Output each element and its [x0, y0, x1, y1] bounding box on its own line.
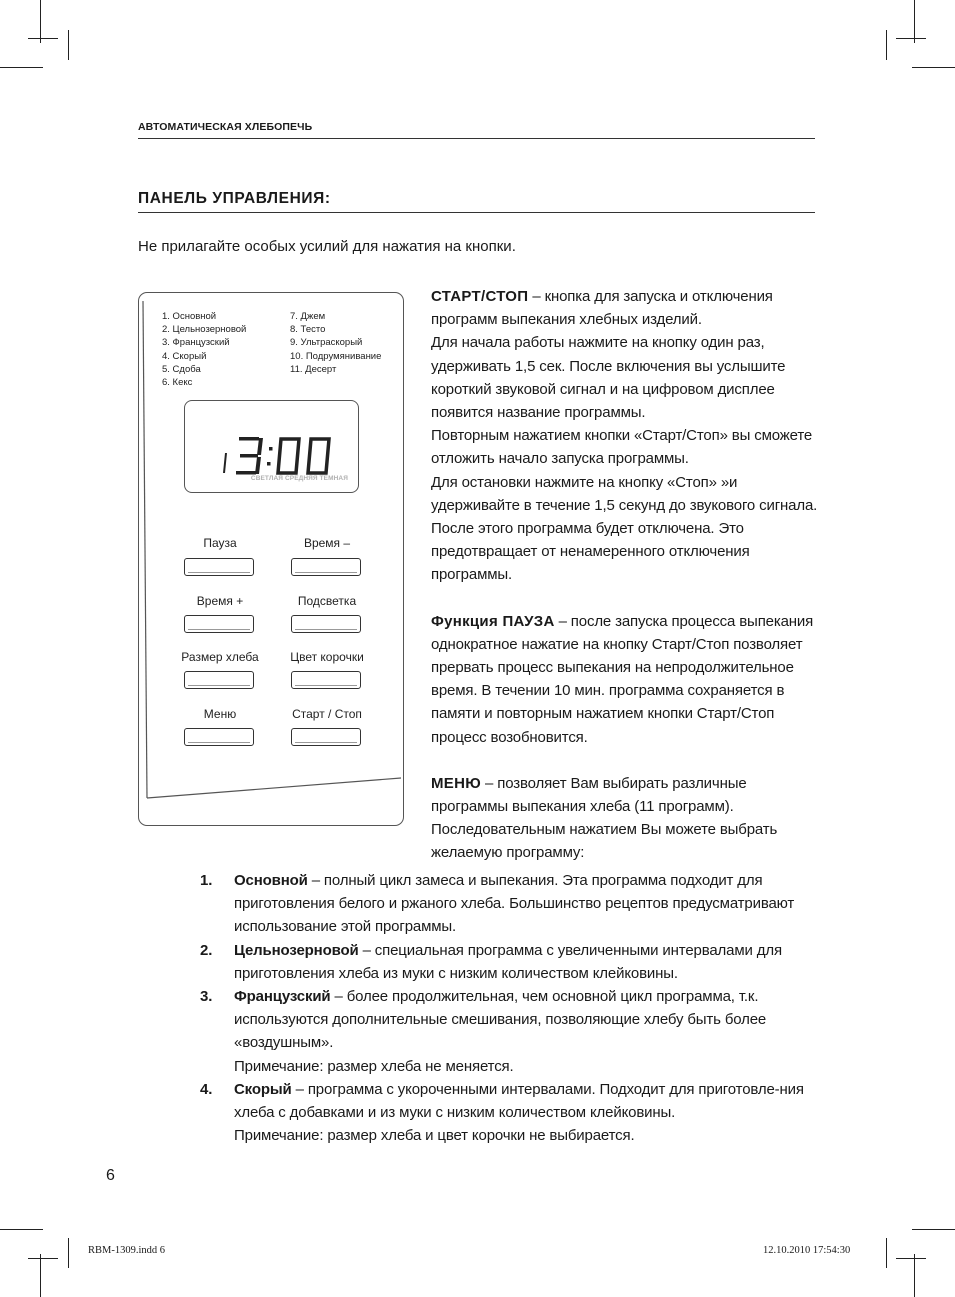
- footer-timestamp: 12.10.2010 17:54:30: [763, 1245, 851, 1256]
- list-item: 3. Французский – более продолжительная, чем основной цикл программа, т.к. используются дополнительные смешивания, позволяющие хлебу быть более «воздушным». Примечание: размер хлеба не меняется.: [200, 985, 825, 1078]
- start-stop-paragraph: Для начала работы нажмите на кнопку один раз, удерживать 1,5 сек. После включения вы услышите короткий звуковой сигнал и на цифровом дисплее появится название программы.: [431, 334, 786, 422]
- program-description-list: [200, 869, 825, 1147]
- program-item: 3. Французский: [162, 337, 230, 349]
- list-item: 1. Основной – полный цикл замеса и выпекания. Эта программа подходит для приготовления белого и ржаного хлеба. Большинство рецептов предусматривают использование этой программы.: [200, 872, 795, 936]
- crop-mark: [914, 1254, 915, 1297]
- crust-color-label: СВЕТЛАЯ СРЕДНЯЯ ТЕМНАЯ: [250, 475, 348, 482]
- crop-mark: [912, 1229, 955, 1230]
- program-list-left: [162, 310, 246, 389]
- pause-label: Пауза: [203, 536, 237, 550]
- header-rule: [138, 138, 815, 139]
- page-number: 6: [106, 1167, 115, 1184]
- time-minus-label: Время –: [303, 536, 351, 550]
- loaf-size-label: Размер хлеба: [181, 650, 259, 664]
- crop-mark: [896, 38, 926, 39]
- button-descriptions: [431, 285, 821, 865]
- running-header: АВТОМАТИЧЕСКАЯ ХЛЕБОПЕЧЬ: [138, 121, 313, 133]
- crop-mark: [0, 1229, 43, 1230]
- crop-mark: [40, 1254, 41, 1297]
- footer-filename: RBM-1309.indd 6: [88, 1245, 166, 1256]
- crop-mark: [68, 30, 69, 60]
- start-stop-description: СТАРТ/СТОП – кнопка для запуска и отключения программ выпекания хлебных изделий.: [431, 288, 773, 329]
- control-panel-illustration: [138, 292, 404, 826]
- crop-mark: [886, 30, 887, 60]
- program-item: 6. Кекс: [162, 377, 193, 389]
- crop-mark: [886, 1238, 887, 1268]
- start-stop-paragraph: Для остановки нажмите на кнопку «Стоп» »и удерживайте в течение 1,5 секунд до звукового сигнала. После этого программа будет отключена. Это предотвращает от ненамеренного отключения программы.: [431, 473, 818, 584]
- crust-color-button: [291, 671, 361, 689]
- program-item: 2. Цельнозерновой: [162, 324, 247, 336]
- program-item: 5. Сдоба: [162, 363, 201, 375]
- crop-mark: [28, 1258, 58, 1259]
- list-item-note: Примечание: размер хлеба и цвет корочки не выбирается.: [234, 1127, 635, 1145]
- time-minus-button: [291, 558, 361, 576]
- crust-color-button-label: Цвет корочки: [290, 650, 364, 664]
- start-stop-label: Старт / Стоп: [292, 707, 362, 721]
- crop-mark: [912, 67, 955, 68]
- program-item: 7. Джем: [290, 311, 326, 322]
- program-item: 9. Ультраскорый: [290, 337, 363, 349]
- crop-mark: [896, 1258, 926, 1259]
- program-item: 11. Десерт: [290, 363, 337, 375]
- list-item-note: Примечание: размер хлеба не меняется.: [234, 1057, 514, 1075]
- program-item: 4. Скорый: [162, 350, 207, 362]
- program-item: 1. Основной: [162, 311, 217, 322]
- lcd-digits: [213, 435, 343, 477]
- backlight-label: Подсветка: [297, 594, 357, 608]
- time-plus-button: [184, 615, 254, 633]
- program-item: 10. Подрумянивание: [290, 350, 382, 362]
- backlight-button: [291, 615, 361, 633]
- menu-description: МЕНЮ – позволяет Вам выбирать различные программы выпекания хлеба (11 программ). Последовательным нажатием Вы можете выбрать желаемую программу:: [431, 774, 778, 862]
- crop-mark: [40, 0, 41, 43]
- program-list-right: [290, 310, 381, 376]
- pause-description: Функция ПАУЗА – после запуска процесса выпекания однократное нажатие на кнопку Старт/Стоп позволяет прервать процесс выпекания на непродолжительное время. В течении 10 мин. программа сохраняется в памяти и повторным нажатием кнопки Старт/Стоп процесс возобновится.: [431, 612, 814, 746]
- pause-button: [184, 558, 254, 576]
- program-item: 8. Тесто: [290, 324, 326, 336]
- list-item: 2. Цельнозерновой – специальная программа с увеличенными интервалами для приготовления хлеба из муки с низким количеством клейковины.: [200, 941, 782, 982]
- crop-mark: [68, 1238, 69, 1268]
- lcd-display: [184, 400, 359, 493]
- section-title: ПАНЕЛЬ УПРАВЛЕНИЯ:: [138, 190, 331, 207]
- crop-mark: [914, 0, 915, 43]
- intro-text: Не прилагайте особых усилий для нажатия на кнопки.: [138, 238, 516, 255]
- list-item: 4. Скорый – программа с укороченными интервалами. Подходит для приготовле-ния хлеба с добавками и из муки с низким количеством клейковины. Примечание: размер хлеба и цвет корочки не выбирается.: [200, 1078, 825, 1148]
- menu-button: [184, 728, 254, 746]
- start-stop-button: [291, 728, 361, 746]
- loaf-size-button: [184, 671, 254, 689]
- time-plus-label: Время +: [196, 594, 244, 608]
- section-rule: [138, 212, 815, 213]
- start-stop-paragraph: Повторным нажатием кнопки «Старт/Стоп» вы сможете отложить начало запуска программы.: [431, 427, 813, 468]
- menu-label: Меню: [203, 707, 237, 721]
- crop-mark: [0, 67, 43, 68]
- crop-mark: [28, 38, 58, 39]
